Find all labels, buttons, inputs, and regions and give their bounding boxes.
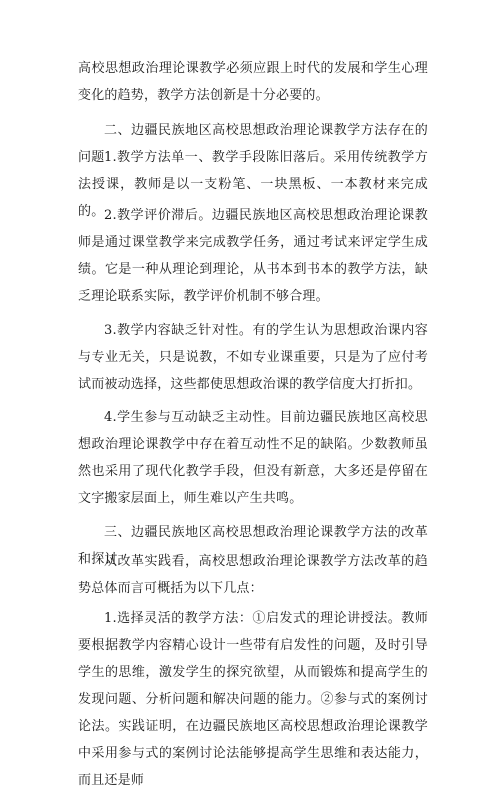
paragraph-reform-intro: 从改革实践看，高校思想政治理论课教学方法改革的趋势总体而言可概括为以下几点： xyxy=(78,554,428,596)
paragraph-reform-1: 1.选择灵活的教学方法：①启发式的理论讲授法。教师要根据教学内容精心设计一些带有启发性的问题，及时引导学生的思维，激发学生的探究欲望，从而锻炼和提高学生的发现问题、分析问题和解决问题的能力。②参与式的案例讨论法。实践证明，在边疆民族地区高校思想政治理论课教学中采用参与式的案例讨论法能够提高学生思维和表达能力，而且还是师 xyxy=(78,611,428,788)
paragraph-problem-1: 1.教学方法单一、教学手段陈旧落后。采用传统教学方法授课，教师是以一支粉笔、一块黑板、一本教材来完成的。 xyxy=(78,150,428,219)
paragraph-problem-2: 2.教学评价滞后。边疆民族地区高校思想政治理论课教师是通过课堂教学来完成教学任务，通过考试来评定学生成绩。它是一种从理论到理论，从书本到书本的教学方法，缺乏理论联系实际，教学评价机制不够合理。 xyxy=(78,208,428,304)
section-heading-problems: 二、边疆民族地区高校思想政治理论课教学方法存在的问题 xyxy=(78,123,428,165)
paragraph-problem-3: 3.教学内容缺乏针对性。有的学生认为思想政治课内容与专业无关，只是说教，不如专业课重要，只是为了应付考试而被动选择，这些都使思想政治课的教学信度大打折扣。 xyxy=(78,323,428,392)
section-heading-reform: 三、边疆民族地区高校思想政治理论课教学方法的改革和探讨 xyxy=(78,525,428,567)
paragraph-intro: 高校思想政治理论课教学必须应跟上时代的发展和学生心理变化的趋势，教学方法创新是十分必要的。 xyxy=(78,61,428,103)
paragraph-problem-4: 4.学生参与互动缺乏主动性。目前边疆民族地区高校思想政治理论课教学中存在着互动性不足的缺陷。少数教师虽然也采用了现代化教学手段，但没有新意，大多还是停留在文字搬家层面上，师生难以产生共鸣。 xyxy=(78,410,428,506)
